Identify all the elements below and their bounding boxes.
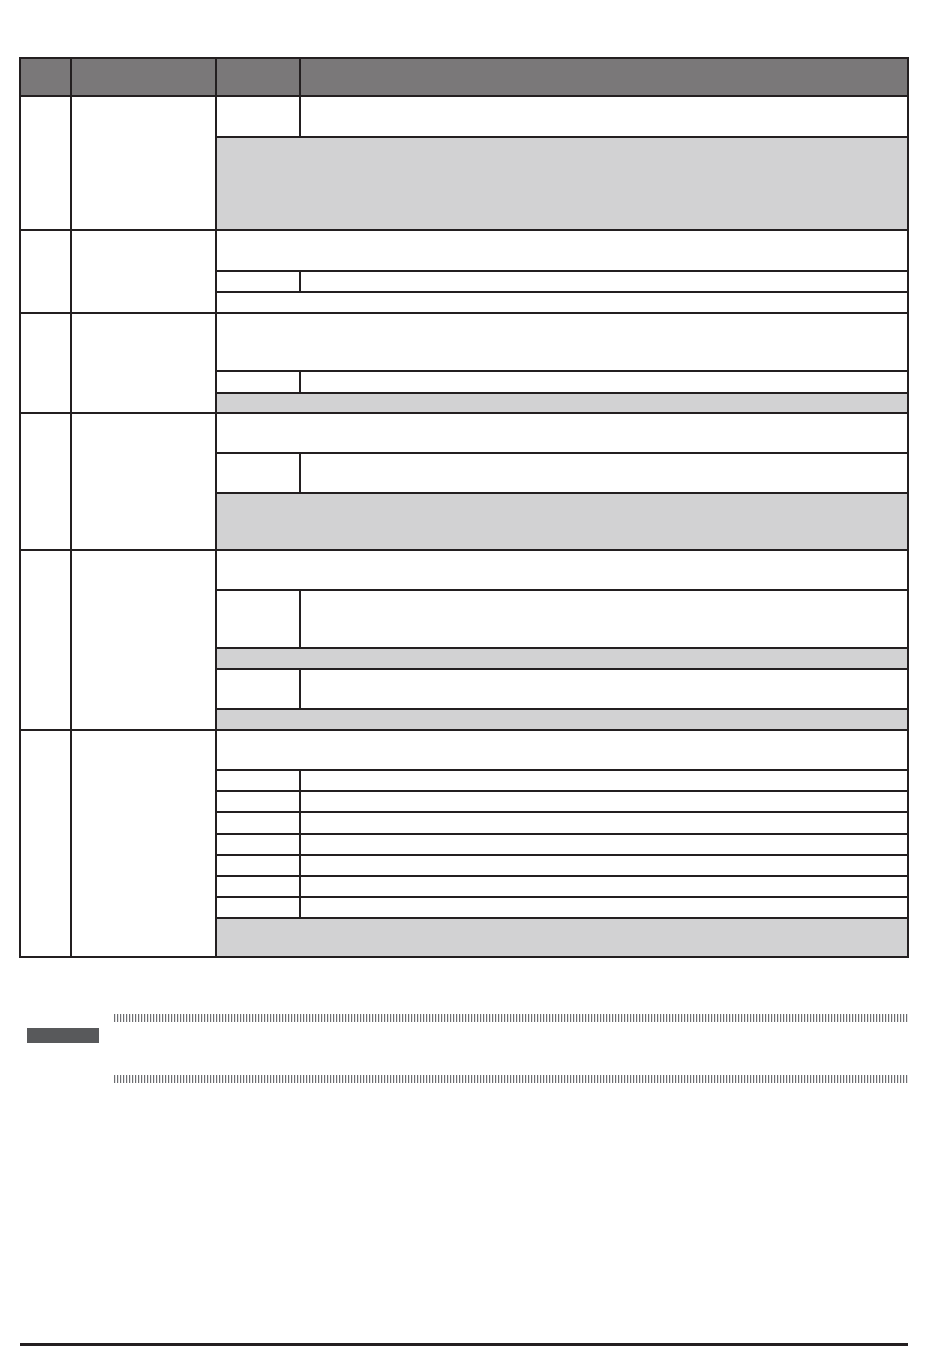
shaded-row <box>216 648 908 669</box>
dotted-rule-bottom <box>114 1075 908 1083</box>
shaded-row <box>216 918 908 957</box>
dotted-rule-top <box>114 1014 908 1022</box>
shaded-row <box>216 137 908 230</box>
note-block <box>0 1000 950 1100</box>
shaded-row <box>216 493 908 550</box>
table-header-row <box>20 58 908 96</box>
note-badge-icon <box>27 1028 99 1043</box>
shaded-row <box>216 709 908 730</box>
footer-rule <box>20 1343 908 1346</box>
shaded-row <box>216 393 908 413</box>
note-drawing <box>0 1000 950 1100</box>
